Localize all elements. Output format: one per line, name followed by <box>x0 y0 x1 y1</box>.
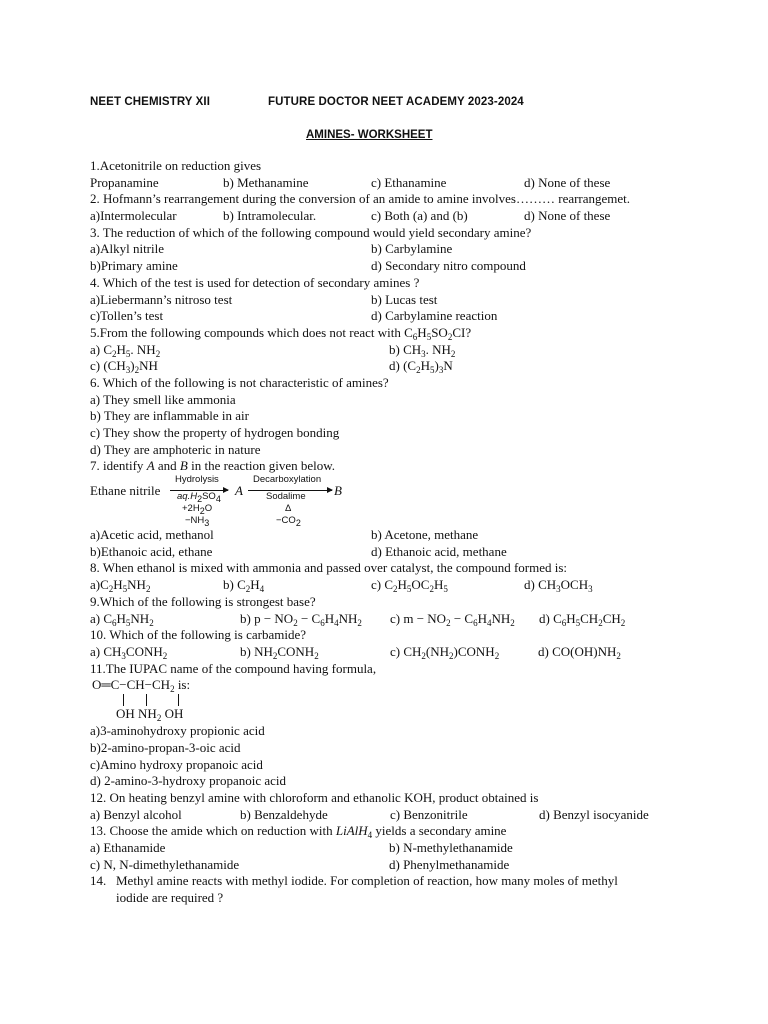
questions <box>90 158 710 907</box>
option-b: b) N-methylethanamide <box>389 840 513 856</box>
option-c: c) $C_2H_5OC_2H_5$ <box>371 577 448 595</box>
question-2-options <box>90 208 710 225</box>
option-b: b) $CH_3$. $NH_2$ <box>389 341 456 359</box>
question-4: 4. Which of the test is used for detection of secondary amines ? <box>90 274 420 290</box>
course-header: NEET CHEMISTRY XII <box>90 96 211 108</box>
option-a: a) $C_2H_5$. $NH_2$ <box>90 341 161 359</box>
option-a: a) Ethanamide <box>90 840 166 856</box>
question-5: 5.From the following compounds which does not react with $C_6H_5SO_2CI$? <box>90 324 472 342</box>
question-9: 9.Which of the following is strongest base? <box>90 593 316 609</box>
option-c: c) Both (a) and (b) <box>371 208 468 224</box>
option-a: a)3-aminohydroxy propionic acid <box>90 723 265 739</box>
step1-below-1: $aq.H_2SO_4$ <box>177 491 221 505</box>
academy-header: FUTURE DOCTOR NEET ACADEMY 2023-2024 <box>268 96 524 108</box>
bond-3 <box>178 694 179 706</box>
option-d: d) Secondary nitro compound <box>371 258 526 274</box>
option-d: d) 2-amino-3-hydroxy propanoic acid <box>90 773 287 789</box>
option-d: d) $CO(OH)NH_2$ <box>538 643 621 661</box>
product-a: A <box>235 483 243 499</box>
option-c: c) They show the property of hydrogen bonding <box>90 425 340 440</box>
reactant: Ethane nitrile <box>90 483 161 499</box>
option-a: $a)C_2H_5NH_2$ <box>90 577 151 595</box>
option-c: c) Ethanamine <box>371 174 447 190</box>
product-b: B <box>334 483 342 499</box>
question-12-options <box>90 807 710 824</box>
question-1: 1.Acetonitrile on reduction gives <box>90 158 262 173</box>
option-c: c) Benzonitrile <box>390 806 468 822</box>
step2-below-3: $-CO_2$ <box>276 515 301 529</box>
option-d: d) They are amphoteric in nature <box>90 441 261 457</box>
question-4-options-row2 <box>90 308 710 325</box>
option-c: c) N, N-dimethylethanamide <box>90 856 240 872</box>
option-c: c) $(CH_3)_2NH$ <box>90 358 158 376</box>
question-14-line1: Methyl amine reacts with methyl iodide. For completion of reaction, how many moles of methyl <box>116 873 618 889</box>
option-c: c) $m - NO_2 - C_6H_4NH_2$ <box>390 610 515 628</box>
question-6: 6. Which of the following is not characteristic of amines? <box>90 374 389 390</box>
option-a: a)Acetic acid, methanol <box>90 527 214 543</box>
question-10-options <box>90 644 710 661</box>
option-b: b) Benzaldehyde <box>240 806 328 822</box>
option-b: b) $p - NO_2 - C_6H_4NH_2$ <box>240 610 362 628</box>
option-a: a)Intermolecular <box>90 208 177 224</box>
option-c: c)Amino hydroxy propanoic acid <box>90 756 263 772</box>
step2-below-2: Δ <box>285 503 292 515</box>
option-b: b) Lucas test <box>371 291 438 307</box>
option-d: d) Benzyl isocyanide <box>539 806 649 822</box>
option-c: b)Primary amine <box>90 258 178 274</box>
step2-above: Decarboxylation <box>253 474 322 486</box>
option-d: d) $CH_3OCH_3$ <box>524 577 593 595</box>
question-7-options-row2 <box>90 544 710 561</box>
option-a: a) They smell like ammonia <box>90 391 236 407</box>
option-d: d) Carbylamine reaction <box>371 308 498 324</box>
question-4-options-row1 <box>90 292 710 309</box>
option-b: b) $C_2H_4$ <box>223 577 265 595</box>
option-a: Propanamine <box>90 174 159 190</box>
option-b: b)2-amino-propan-3-oic acid <box>90 739 241 755</box>
option-c: c) $CH_2(NH_2)CONH_2$ <box>390 643 500 661</box>
question-13: 13. Choose the amide which on reduction with LiAlH$_4$ yields a secondary amine <box>90 823 507 841</box>
option-d: d) None of these <box>524 174 611 190</box>
option-d: d) None of these <box>524 208 611 224</box>
question-3-options-row2 <box>90 258 710 275</box>
question-8-options <box>90 577 710 594</box>
option-a: a)Liebermann’s nitroso test <box>90 291 233 307</box>
bond-1 <box>123 694 124 706</box>
structural-formula <box>90 677 710 723</box>
question-9-options <box>90 611 710 628</box>
question-14 <box>90 873 710 890</box>
step2-below-1: Sodalime <box>266 491 306 503</box>
option-d: d) Phenylmethanamide <box>389 856 510 872</box>
step1-below-2: $+2H_2O$ <box>182 503 213 517</box>
option-b: b) They are inflammable in air <box>90 408 249 424</box>
question-13-options-row2 <box>90 857 710 874</box>
option-c: b)Ethanoic acid, ethane <box>90 543 213 559</box>
step1-above: Hydrolysis <box>175 474 219 486</box>
question-3: 3. The reduction of which of the following compound would yield secondary amine? <box>90 224 532 240</box>
question-8: 8. When ethanol is mixed with ammonia and passed over catalyst, the compound formed is: <box>90 560 568 576</box>
question-11: 11.The IUPAC name of the compound having formula, <box>90 660 377 676</box>
option-b: b) Carbylamine <box>371 241 453 257</box>
formula-groups: OH $NH_2$ OH <box>116 706 184 724</box>
question-13-options-row1 <box>90 840 710 857</box>
option-a: a)Alkyl nitrile <box>90 241 165 257</box>
bond-2 <box>146 694 147 706</box>
step1-below-3: $-NH_3$ <box>185 515 210 529</box>
question-2: 2. Hofmann’s rearrangement during the conversion of an amide to amine involves……… rearrangemet. <box>90 191 631 207</box>
question-7: 7. identify A and B in the reaction given below. <box>90 458 336 474</box>
option-a: a) Benzyl alcohol <box>90 806 182 822</box>
option-d: d) Ethanoic acid, methane <box>371 543 507 559</box>
option-b: b) $NH_2CONH_2$ <box>240 643 319 661</box>
question-14-cont <box>90 890 710 907</box>
option-a: a) $CH_3CONH_2$ <box>90 643 168 661</box>
question-7-options-row1 <box>90 527 710 544</box>
question-10: 10. Which of the following is carbamide? <box>90 627 307 643</box>
question-14-number: 14. <box>90 873 107 889</box>
question-1-options <box>90 175 710 192</box>
question-5-options-row2 <box>90 358 710 375</box>
option-d: d) $C_6H_5CH_2CH_2$ <box>539 610 626 628</box>
formula-main: $O═C-CH-CH_2$ is: <box>92 677 191 695</box>
option-b: b) Intramolecular. <box>223 208 317 224</box>
question-3-options-row1 <box>90 241 710 258</box>
question-14-line2: iodide are required ? <box>116 890 224 906</box>
question-12: 12. On heating benzyl amine with chloroform and ethanolic KOH, product obtained is <box>90 790 539 805</box>
worksheet-title: AMINES- WORKSHEET <box>306 129 433 141</box>
option-c: c)Tollen’s test <box>90 308 164 324</box>
question-5-options-row1 <box>90 342 710 359</box>
option-b: b) Acetone, methane <box>371 527 479 543</box>
option-b: b) Methanamine <box>223 174 309 190</box>
reaction-scheme <box>90 475 710 527</box>
option-d: d) $(C_2H_5)_3N$ <box>389 358 453 376</box>
option-a: a) $C_6H_5NH_2$ <box>90 610 154 628</box>
